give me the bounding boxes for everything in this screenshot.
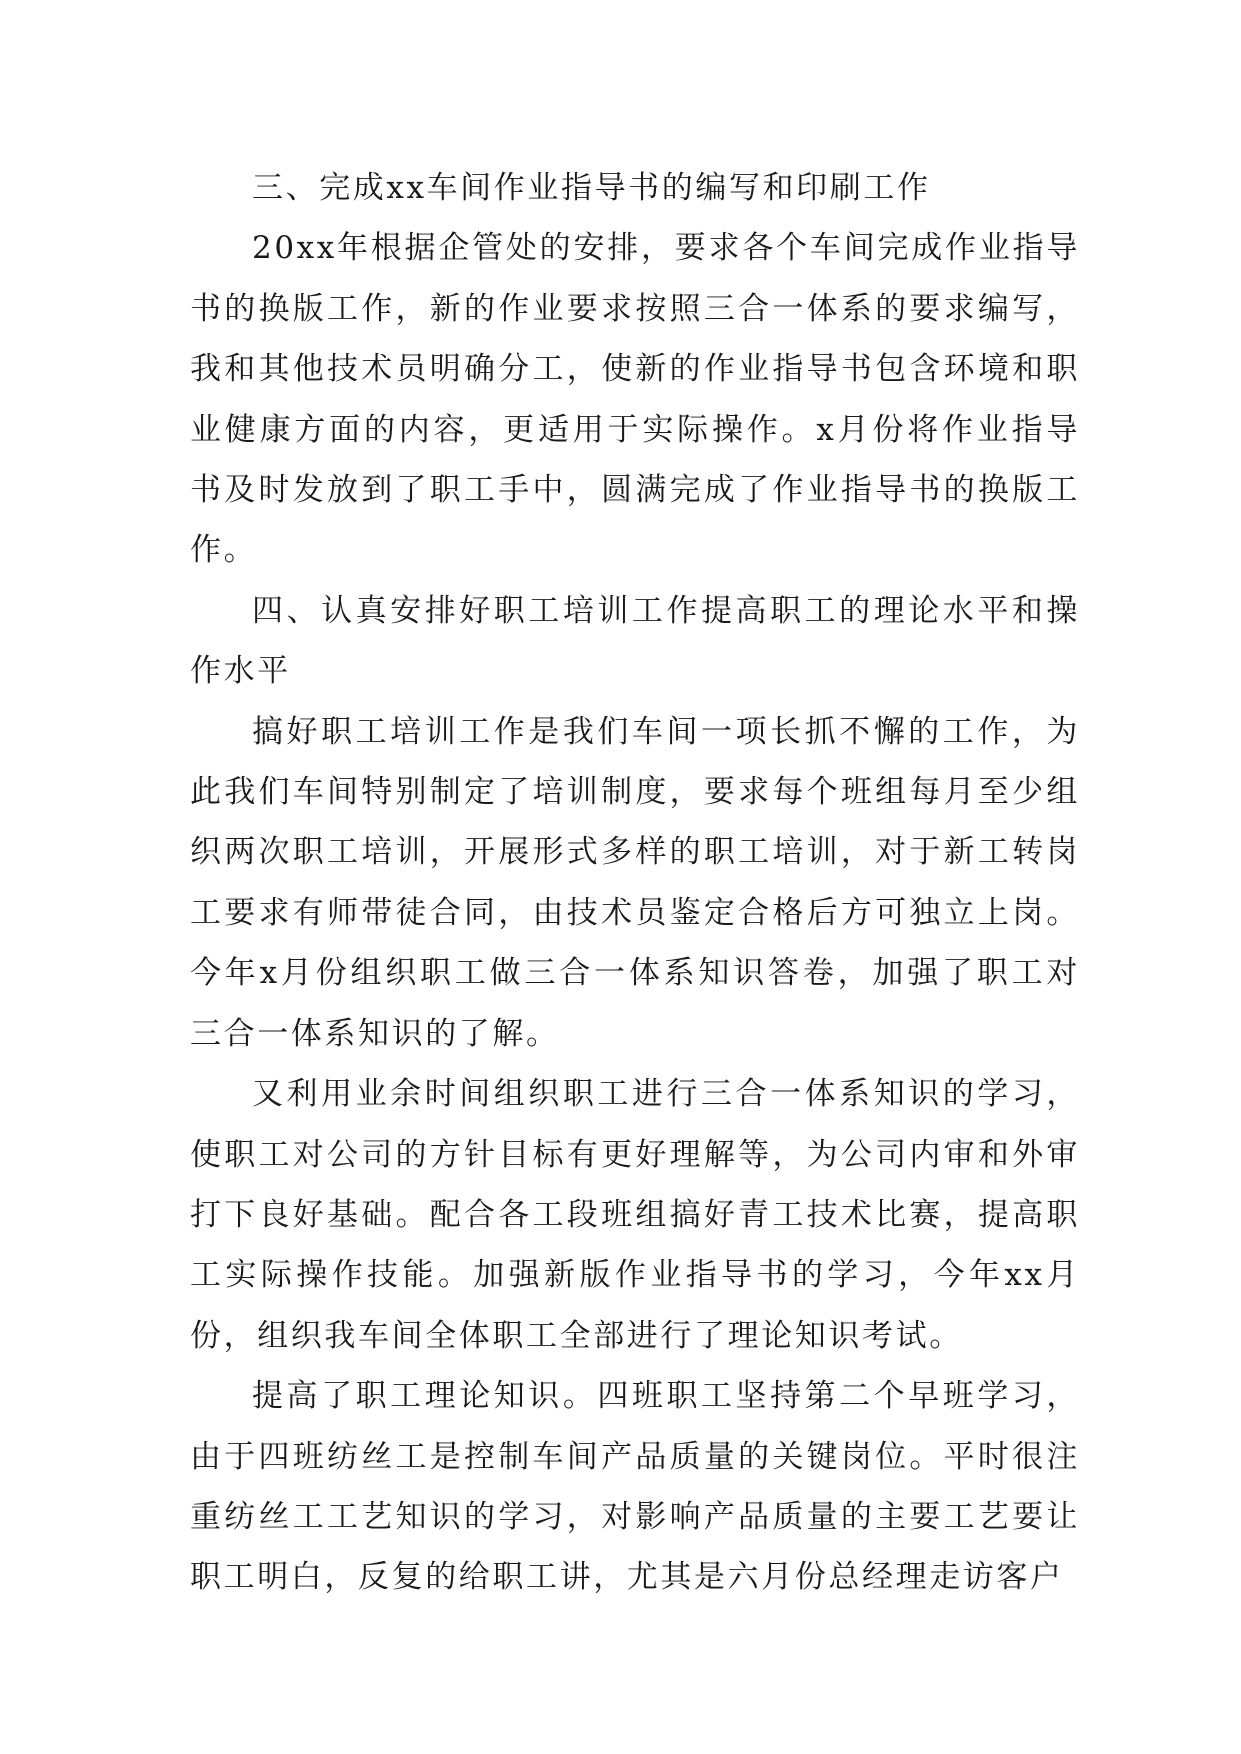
body-paragraph: 提高了职工理论知识。四班职工坚持第二个早班学习，由于四班纺丝工是控制车间产品质量的关键岗位。平时很注重纺丝工工艺知识的学习，对影响产品质量的主要工艺要让职工明白，反复的给职工讲，尤其是六月份总经理走访客户	[190, 1378, 1080, 1596]
body-paragraph: 搞好职工培训工作是我们车间一项长抓不懈的工作，为此我们车间特别制定了培训制度，要求每个班组每月至少组织两次职工培训，开展形式多样的职工培训，对于新工转岗工要求有师带徒合同，由技术员鉴定合格后方可独立上岗。今年x月份组织职工做三合一体系知识答卷，加强了职工对三合一体系知识的了解。	[190, 713, 1080, 1052]
section-heading: 三、完成xx车间作业指导书的编写和印刷工作	[252, 170, 931, 206]
body-paragraph: 20xx年根据企管处的安排，要求各个车间完成作业指导书的换版工作，新的作业要求按照三合一体系的要求编写，我和其他技术员明确分工，使新的作业指导书包含环境和职业健康方面的内容，更适用于实际操作。x月份将作业指导书及时发放到了职工手中，圆满完成了作业指导书的换版工作。	[190, 230, 1080, 569]
section-heading: 四、认真安排好职工培训工作提高职工的理论水平和操作水平	[190, 592, 1080, 690]
document-body	[190, 158, 1080, 1608]
body-paragraph: 又利用业余时间组织职工进行三合一体系知识的学习，使职工对公司的方针目标有更好理解等，为公司内审和外审打下良好基础。配合各工段班组搞好青工技术比赛，提高职工实际操作技能。加强新版作业指导书的学习，今年xx月份，组织我车间全体职工全部进行了理论知识考试。	[190, 1076, 1080, 1354]
